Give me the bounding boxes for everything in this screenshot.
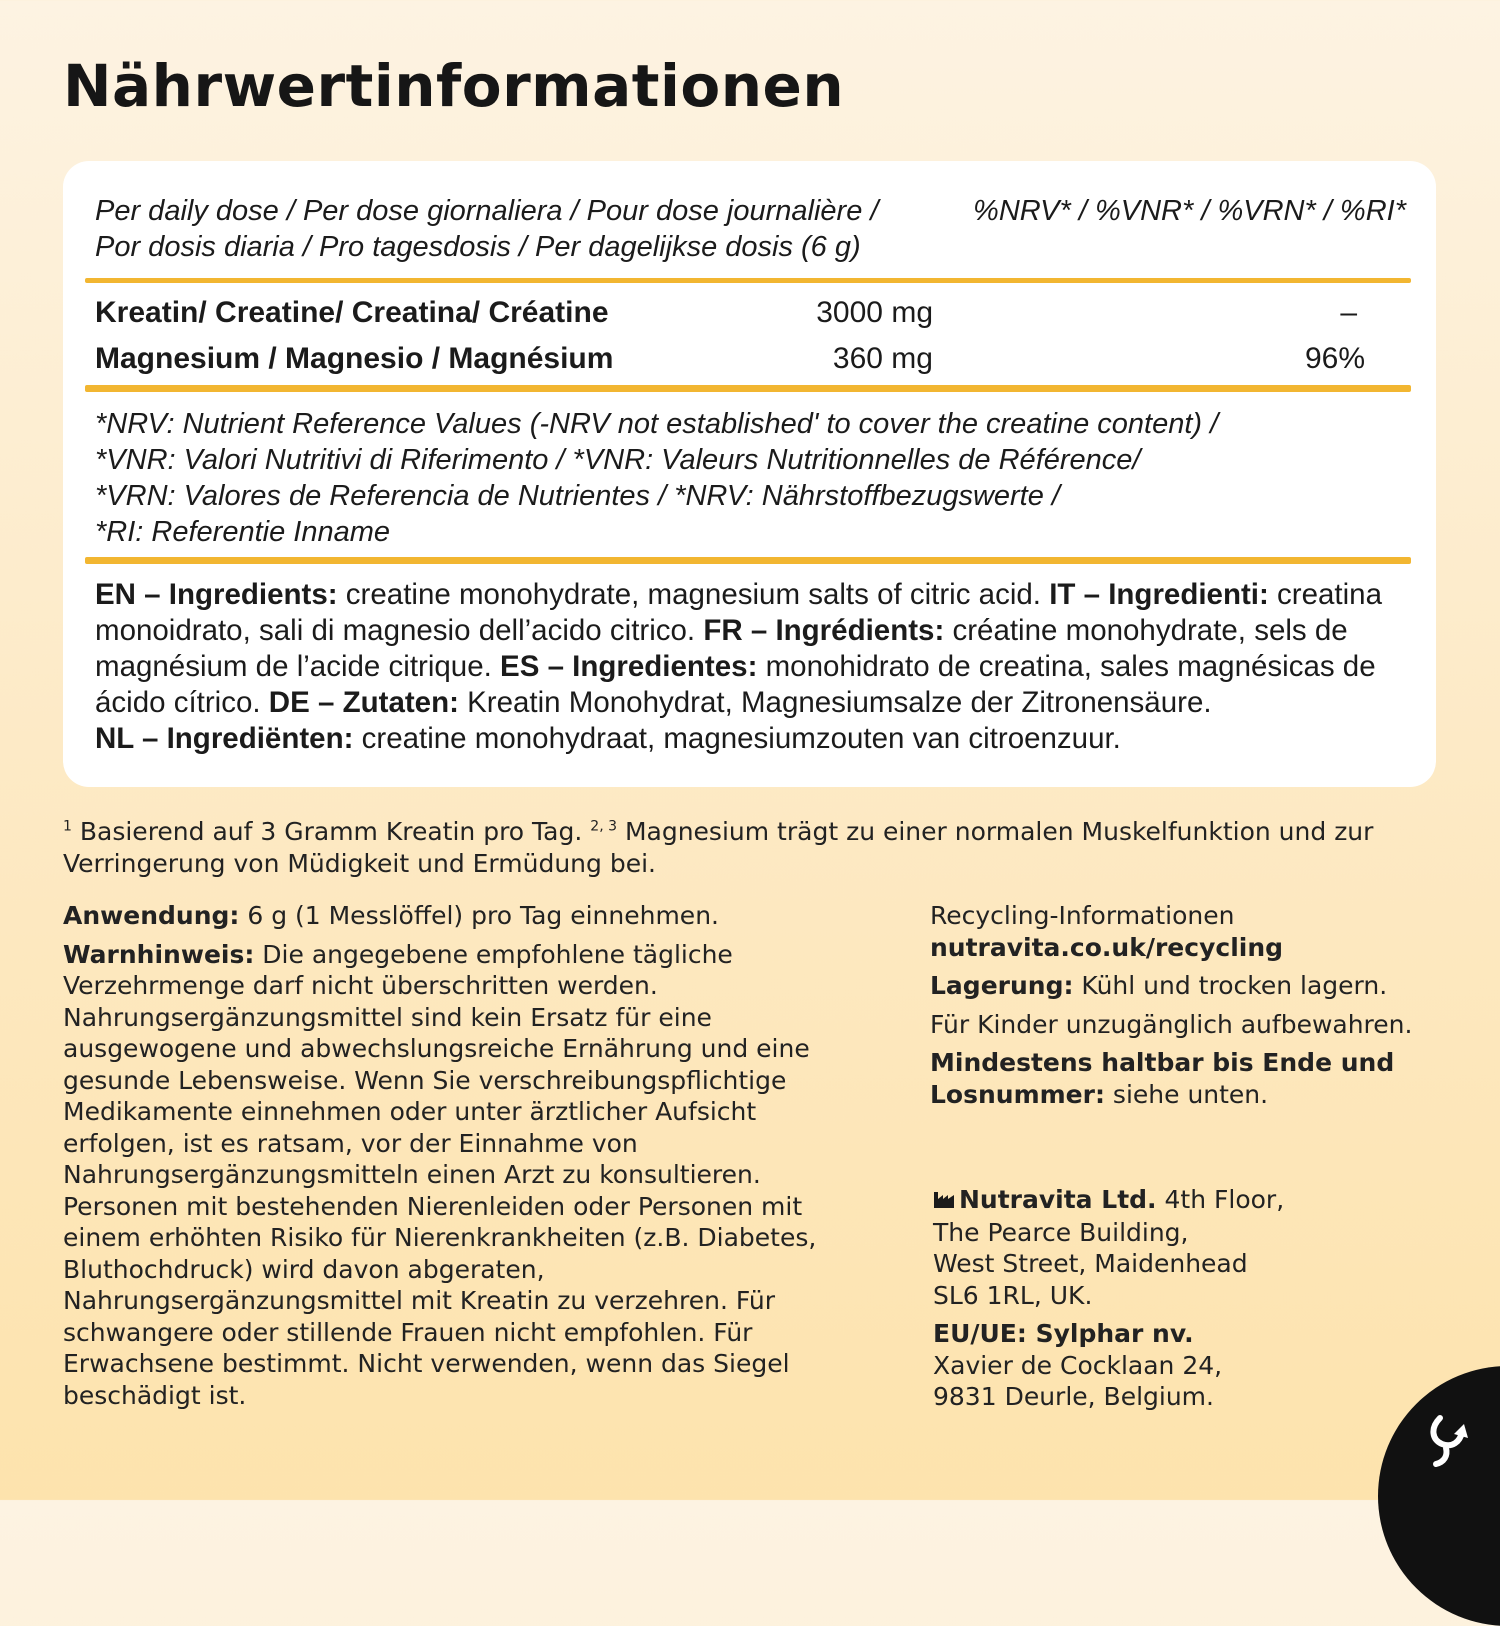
warning-label: Warnhinweis: — [63, 939, 255, 969]
uk-address — [933, 1184, 1393, 1311]
nutrient-row-magnesium — [95, 339, 1385, 379]
ingredients-en: creatine monohydrate, magnesium salts of citric acid. — [337, 578, 1050, 611]
usage-text: 6 g (1 Messlöffel) pro Tag einnehmen. — [239, 901, 719, 930]
nutrient-percent: – — [1340, 296, 1357, 329]
ingredients-label-it: IT – Ingredienti: — [1049, 578, 1269, 611]
footnote-marker: 1 — [63, 818, 72, 835]
storage-text: Kühl und trocken lagern. — [1073, 971, 1388, 1000]
nrv-note: *RI: Referentie Inname — [95, 516, 390, 548]
footnote — [63, 816, 1423, 880]
best-before-text: siehe unten. — [1104, 1079, 1269, 1109]
address-line: West Street, Maidenhead — [933, 1249, 1248, 1278]
storage-section — [930, 900, 1430, 1117]
manufacturer-address — [933, 1184, 1393, 1420]
ingredients-it: creatina monoidrato, sali di magnesio dell’acido citrico. — [95, 578, 1382, 647]
warning-paragraph — [63, 939, 843, 1412]
nutrient-percent: 96% — [1304, 342, 1365, 375]
dose-header-line-2: Por dosis diaria / Pro tagesdosis / Per dagelijkse dosis (6 g) — [95, 231, 861, 263]
storage-label: Lagerung: — [930, 971, 1074, 1000]
nrv-note: *VNR: Valori Nutritivi di Riferimento / *VNR: Valeurs Nutritionnelles de Référence/ — [95, 444, 1141, 476]
page-turn-button[interactable] — [1378, 1366, 1500, 1626]
nrv-note: *NRV: Nutrient Reference Values (-NRV not established' to cover the creatine content) / — [95, 408, 1219, 440]
nrv-header: %NRV* / %VNR* / %VRN* / %RI* — [973, 195, 1406, 227]
factory-icon — [933, 1185, 955, 1217]
nutrient-row-creatine — [95, 293, 1385, 333]
address-line: Xavier de Cocklaan 24, — [933, 1350, 1223, 1380]
ingredients-es: monohidrato de creatina, sales magnésicas de ácido cítrico. — [95, 650, 1376, 719]
page-title: Nährwertinformationen — [63, 52, 845, 120]
best-before-paragraph — [930, 1047, 1430, 1110]
ingredients-label-nl: NL – Ingrediënten: — [95, 722, 354, 755]
address-line: 9831 Deurle, Belgium. — [933, 1382, 1214, 1411]
storage-paragraph — [930, 970, 1430, 1002]
nutrient-amount: 3000 mg — [816, 296, 933, 329]
ingredients-label-fr: FR – Ingrédients: — [703, 614, 945, 647]
address-line: 4th Floor, — [1156, 1185, 1285, 1214]
recycling-link[interactable]: nutravita.co.uk/recycling — [930, 932, 1284, 962]
address-line: SL6 1RL, UK. — [933, 1280, 1093, 1310]
address-line: The Pearce Building, — [933, 1217, 1189, 1247]
recycling-title: Recycling-Informationen — [930, 901, 1235, 930]
nrv-note: *VRN: Valores de Referencia de Nutrientes / *NRV: Nährstoffbezugswerte / — [95, 480, 1060, 512]
divider-top — [85, 278, 1411, 283]
return-arrow-icon — [1426, 1414, 1472, 1468]
dose-header-line-1: Per daily dose / Per dose giornaliera / Pour dose journalière / — [95, 195, 879, 227]
usage-paragraph — [63, 900, 843, 932]
ingredients-nl: creatine monohydraat, magnesiumzouten van citroenzuur. — [353, 722, 1121, 755]
footnote-text: Basierend auf 3 Gramm Kreatin pro Tag. — [71, 817, 591, 846]
ingredients-label-en: EN – Ingredients: — [95, 578, 338, 611]
eu-address — [933, 1318, 1393, 1413]
divider-middle — [85, 385, 1411, 392]
company-name: Nutravita Ltd. — [959, 1185, 1157, 1214]
dose-header — [95, 193, 955, 265]
footnote-text: Magnesium trägt zu einer normalen Muskelfunktion und zur Verringerung von Müdigkeit und Ermüdung bei. — [63, 817, 1374, 878]
ingredients-label-es: ES – Ingredientes: — [500, 650, 758, 683]
ingredients-fr: créatine monohydrate, sels de magnésium de l’acide citrique. — [95, 614, 1348, 683]
nrv-notes — [95, 406, 1395, 550]
ingredients-text — [95, 577, 1405, 757]
usage-label: Anwendung: — [63, 901, 240, 930]
divider-bottom — [85, 557, 1411, 564]
nutrient-amount: 360 mg — [832, 342, 933, 375]
recycling-info — [930, 900, 1430, 963]
usage-section — [63, 900, 843, 1418]
children-warning: Für Kinder unzugänglich aufbewahren. — [930, 1009, 1413, 1039]
ingredients-label-de: DE – Zutaten: — [268, 686, 459, 719]
warning-text: Die angegebene empfohlene tägliche Verzehrmenge darf nicht überschritten werden. Nahrungsergänzungsmittel sind kein Ersatz für eine ausgewogene und abwechslungsreiche Ernährung und eine gesunde Lebensweise. Wenn Sie verschreibungspflichtige Medikamente einnehmen oder unter ärztlicher Aufsicht erfolgen, ist es ratsam, vor der Einnahme von Nahrungsergänzungsmitteln einen Arzt zu konsultieren. Personen mit bestehenden Nierenleiden oder Personen mit einem erhöhten Risiko für Nierenkrankheiten (z.B. Diabetes, Bluthochdruck) wird davon abgeraten, Nahrungsergänzungsmittel mit Kreatin zu verzehren. Für schwangere oder stillende Frauen nicht empfohlen. Für Erwachsene bestimmt. Nicht verwenden, wenn das Siegel beschädigt ist. — [63, 939, 817, 1410]
best-before-label: Mindestens haltbar bis Ende und Losnummer: — [930, 1048, 1395, 1109]
nutrient-name: Magnesium / Magnesio / Magnésium — [95, 342, 614, 375]
footnote-marker: 2, 3 — [590, 818, 617, 835]
ingredients-de: Kreatin Monohydrat, Magnesiumsalze der Zitronensäure. — [458, 686, 1212, 719]
nutrient-name: Kreatin/ Creatine/ Creatina/ Créatine — [95, 296, 609, 329]
nutrition-card — [63, 161, 1436, 787]
eu-representative: EU/UE: Sylphar nv. — [933, 1319, 1194, 1348]
